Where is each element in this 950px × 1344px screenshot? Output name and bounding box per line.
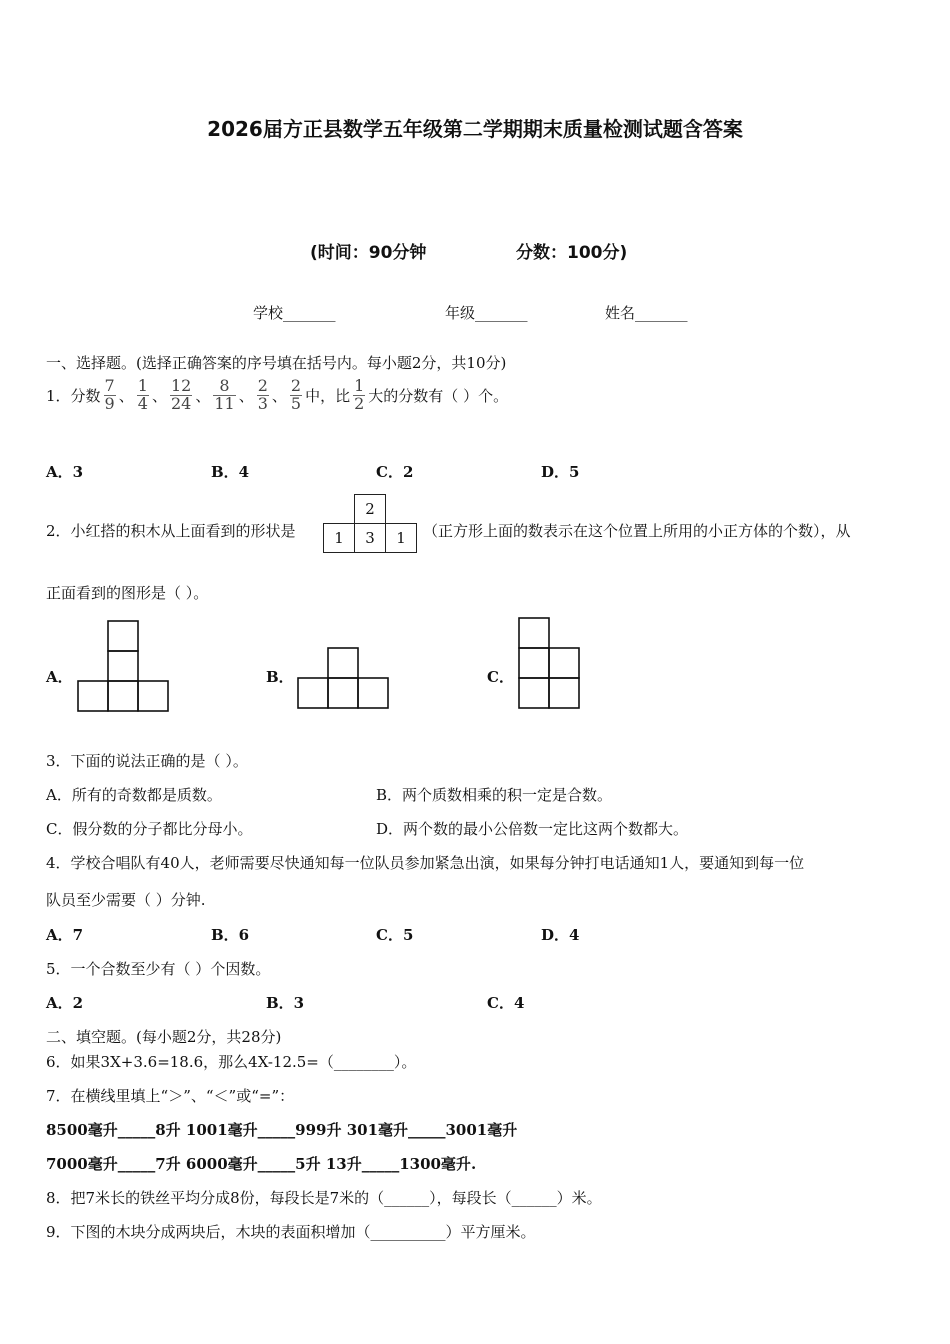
q1-suffix: 大的分数有（ ）个。 (368, 386, 509, 405)
q7-row1: 8500毫升_____8升 1001毫升_____999升 301毫升_____3001毫升 (46, 1121, 518, 1139)
q1-middle: 中，比 (305, 386, 351, 405)
q3-option-b: B．两个质数相乘的积一定是合数。 (376, 786, 613, 804)
grid-cell: 1 (386, 524, 417, 553)
q3-option-c: C．假分数的分子都比分母小。 (46, 820, 253, 838)
q7-stem: 7．在横线里填上“＞”、“＜”或“=”： (46, 1087, 295, 1105)
q1-fraction: $\frac{2}{5}$ (290, 376, 302, 413)
q1-compare-fraction: $\frac{1}{2}$ (354, 376, 365, 413)
q4-option-c: C．5 (376, 926, 414, 944)
q5-option-b: B．3 (266, 994, 305, 1012)
exam-time: (时间：90分钟 (310, 243, 427, 263)
q1-option-a: A．3 (46, 463, 84, 481)
q1-option-c: C．2 (376, 463, 414, 481)
q2-top-view-grid (323, 494, 417, 553)
q8-stem: 8．把7米长的铁丝平均分成8份，每段长是7米的（______），每段长（______）米。 (46, 1189, 602, 1207)
q1-option-b: B．4 (211, 463, 250, 481)
q1-option-d: D．5 (541, 463, 580, 481)
q2-figure-a (76, 619, 172, 715)
grade-field: 年级_______ (445, 304, 528, 322)
exam-score: 分数：100分) (516, 243, 628, 263)
q2-suffix: （正方形上面的数表示在这个位置上所用的小正方体的个数），从 (423, 522, 851, 540)
q5-option-a: A．2 (46, 994, 84, 1012)
q9-stem: 9．下图的木块分成两块后，木块的表面积增加（__________）平方厘米。 (46, 1223, 536, 1241)
q2-label-c: C． (487, 668, 514, 686)
q1-fraction: $\frac{7}{9}$ (104, 376, 115, 413)
grid-cell: 3 (355, 524, 386, 553)
q4-option-b: B．6 (211, 926, 250, 944)
grid-cell: 1 (324, 524, 355, 553)
page-title: 2026届方正县数学五年级第二学期期末质量检测试题含答案 (207, 117, 743, 141)
grid-cell: 2 (355, 495, 386, 524)
q1-fraction: $\frac{1}{4}$ (137, 376, 148, 413)
q4-line2: 队员至少需要（ ）分钟. (46, 891, 206, 909)
name-field: 姓名_______ (605, 304, 688, 322)
q3-stem: 3．下面的说法正确的是（ ）。 (46, 752, 248, 770)
q1-fraction: $\frac{12}{24}$ (170, 376, 192, 413)
q2-prefix: 2．小红搭的积木从上面看到的形状是 (46, 522, 296, 540)
q2-figure-c (517, 616, 585, 714)
q2-label-b: B． (266, 668, 294, 686)
q4-option-d: D．4 (541, 926, 580, 944)
q1-fraction: $\frac{2}{3}$ (257, 376, 268, 413)
q4-line1: 4．学校合唱队有40人，老师需要尽快通知每一位队员参加紧急出演，如果每分钟打电话通知1人，要通知到每一位 (46, 854, 805, 872)
q7-row2: 7000毫升_____7升 6000毫升_____5升 13升_____1300毫升. (46, 1155, 477, 1173)
q2-figure-b (296, 646, 392, 712)
section2-heading: 二、填空题。(每小题2分，共28分) (46, 1028, 282, 1046)
q2-label-a: A． (46, 668, 73, 686)
q1-stem: 1．分数 $\frac{7}{9}$ 、 $\frac{1}{4}$ 、 $\frac{12}{24}$ 、 $\frac{8}{11}$ 、 $\frac{2}{3}$ 、 $\frac{2}{5}$ 中，比 $\frac{1}{2}$ 大的分数有（ ）个。 (46, 376, 509, 413)
q1-fraction: $\frac{8}{11}$ (214, 376, 235, 413)
q5-stem: 5．一个合数至少有（ ）个因数。 (46, 960, 271, 978)
q5-option-c: C．4 (487, 994, 525, 1012)
school-field: 学校_______ (253, 304, 336, 322)
q1-prefix: 1．分数 (46, 386, 101, 405)
section1-heading: 一、选择题。(选择正确答案的序号填在括号内。每小题2分，共10分) (46, 354, 507, 372)
q6-stem: 6．如果3X+3.6=18.6，那么4X-12.5=（________）。 (46, 1053, 417, 1071)
q3-option-d: D．两个数的最小公倍数一定比这两个数都大。 (376, 820, 689, 838)
q2-line2: 正面看到的图形是（ ）。 (46, 584, 209, 602)
q3-option-a: A．所有的奇数都是质数。 (46, 786, 222, 804)
q4-option-a: A．7 (46, 926, 84, 944)
